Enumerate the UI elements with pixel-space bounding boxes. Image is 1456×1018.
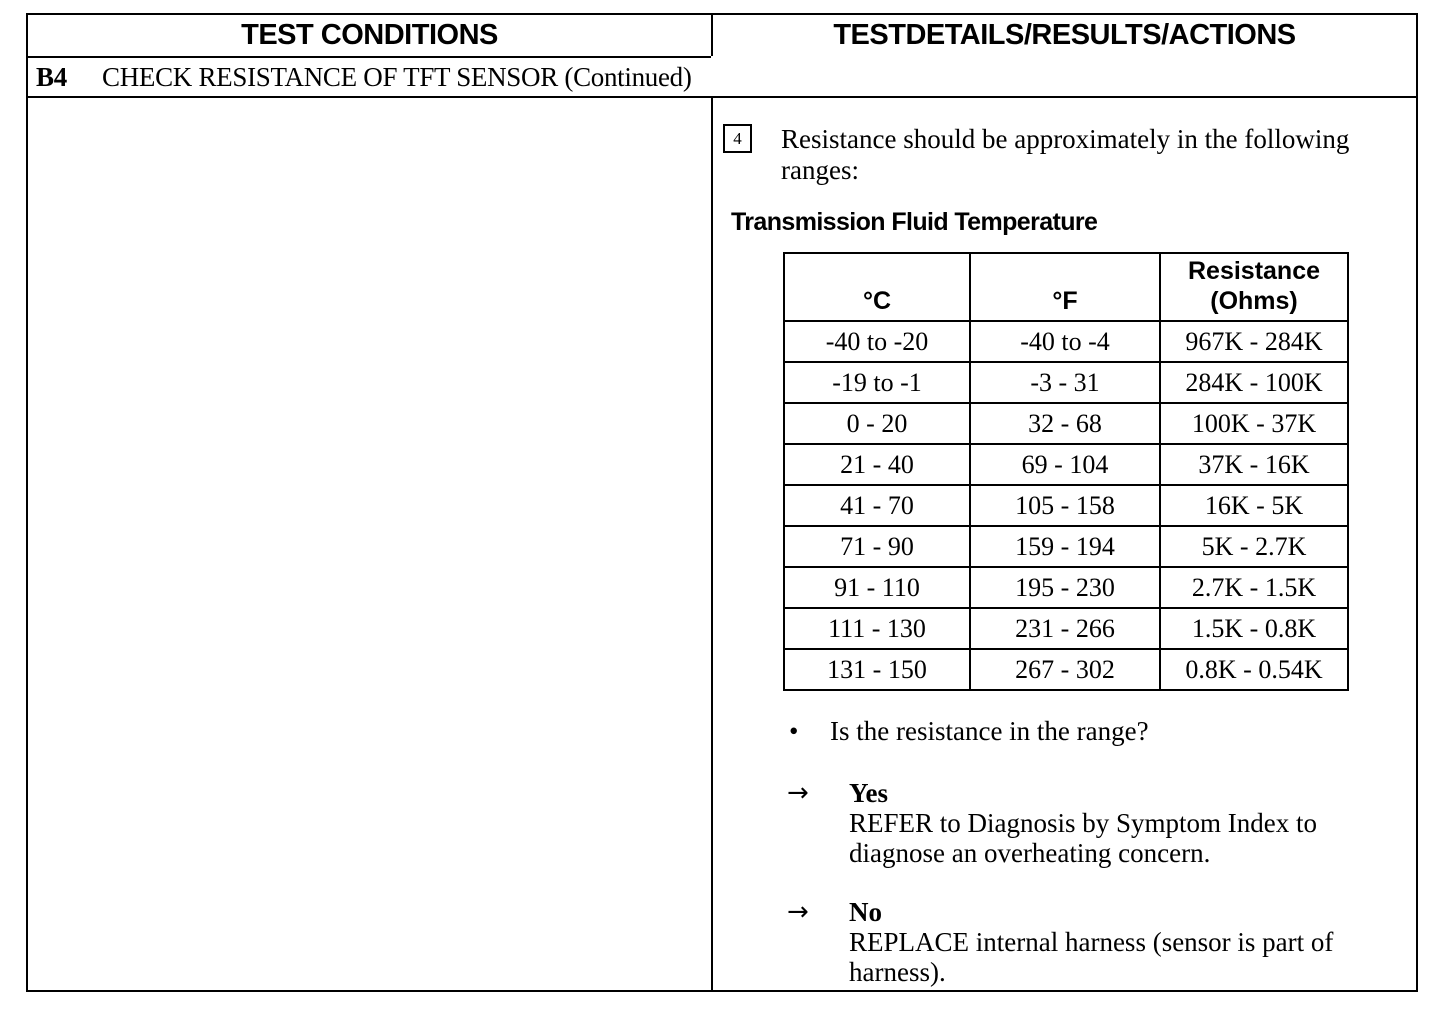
answer-yes xyxy=(849,778,1409,868)
answer-no-text: REPLACE internal harness (sensor is part of harness). xyxy=(849,927,1334,987)
table-row xyxy=(784,321,1348,362)
cell-resistance: 16K - 5K xyxy=(1160,485,1348,526)
cell-fahrenheit: 32 - 68 xyxy=(970,403,1160,444)
cell-celsius: 91 - 110 xyxy=(784,567,970,608)
cell-fahrenheit: 231 - 266 xyxy=(970,608,1160,649)
cell-fahrenheit: 69 - 104 xyxy=(970,444,1160,485)
cell-celsius: 111 - 130 xyxy=(784,608,970,649)
cell-resistance: 5K - 2.7K xyxy=(1160,526,1348,567)
step-text: Resistance should be approximately in the following ranges: xyxy=(781,124,1350,185)
cell-resistance: 37K - 16K xyxy=(1160,444,1348,485)
answer-yes-label: Yes xyxy=(849,778,888,808)
step-number-box: 4 xyxy=(723,124,752,153)
cell-resistance: 284K - 100K xyxy=(1160,362,1348,403)
cell-fahrenheit: 195 - 230 xyxy=(970,567,1160,608)
table-row xyxy=(784,567,1348,608)
section-divider xyxy=(26,96,1418,98)
cell-celsius: 131 - 150 xyxy=(784,649,970,690)
section-title: CHECK RESISTANCE OF TFT SENSOR (Continued) xyxy=(102,61,692,92)
table-row xyxy=(784,526,1348,567)
cell-resistance: 0.8K - 0.54K xyxy=(1160,649,1348,690)
cell-celsius: -40 to -20 xyxy=(784,321,970,362)
cell-fahrenheit: 159 - 194 xyxy=(970,526,1160,567)
cell-celsius: 21 - 40 xyxy=(784,444,970,485)
column-divider xyxy=(711,13,713,992)
answer-yes-text: REFER to Diagnosis by Symptom Index to diagnose an overheating concern. xyxy=(849,808,1318,868)
cell-resistance: 2.7K - 1.5K xyxy=(1160,567,1348,608)
header-test-details: TESTDETAILS/RESULTS/ACTIONS xyxy=(833,18,1296,51)
cell-celsius: 71 - 90 xyxy=(784,526,970,567)
bullet-icon: • xyxy=(789,716,799,746)
answer-no xyxy=(849,897,1409,987)
cell-celsius: 41 - 70 xyxy=(784,485,970,526)
answer-no-label: No xyxy=(849,897,882,927)
cell-fahrenheit: 105 - 158 xyxy=(970,485,1160,526)
table-row xyxy=(784,485,1348,526)
column-header-celsius: °C xyxy=(784,253,970,321)
section-heading xyxy=(36,58,692,96)
resistance-table xyxy=(783,252,1349,691)
cell-celsius: -19 to -1 xyxy=(784,362,970,403)
table-row xyxy=(784,362,1348,403)
table-row xyxy=(784,608,1348,649)
cell-fahrenheit: 267 - 302 xyxy=(970,649,1160,690)
table-row xyxy=(784,403,1348,444)
cell-resistance: 1.5K - 0.8K xyxy=(1160,608,1348,649)
cell-fahrenheit: -40 to -4 xyxy=(970,321,1160,362)
header-test-conditions: TEST CONDITIONS xyxy=(241,18,498,51)
question-text: Is the resistance in the range? xyxy=(830,716,1149,746)
cell-fahrenheit: -3 - 31 xyxy=(970,362,1160,403)
section-mask xyxy=(711,56,1416,96)
arrow-right-icon: → xyxy=(787,778,809,808)
table-row xyxy=(784,444,1348,485)
table-header-row xyxy=(784,253,1348,321)
table-row xyxy=(784,649,1348,690)
column-header-resistance xyxy=(1160,253,1348,321)
arrow-right-icon: → xyxy=(787,897,809,927)
resistance-header-text: Resistance (Ohms) xyxy=(1187,257,1321,315)
cell-resistance: 100K - 37K xyxy=(1160,403,1348,444)
cell-celsius: 0 - 20 xyxy=(784,403,970,444)
column-header-fahrenheit: °F xyxy=(970,253,1160,321)
cell-resistance: 967K - 284K xyxy=(1160,321,1348,362)
section-code: B4 xyxy=(36,61,67,92)
table-title: Transmission Fluid Temperature xyxy=(731,208,1098,236)
